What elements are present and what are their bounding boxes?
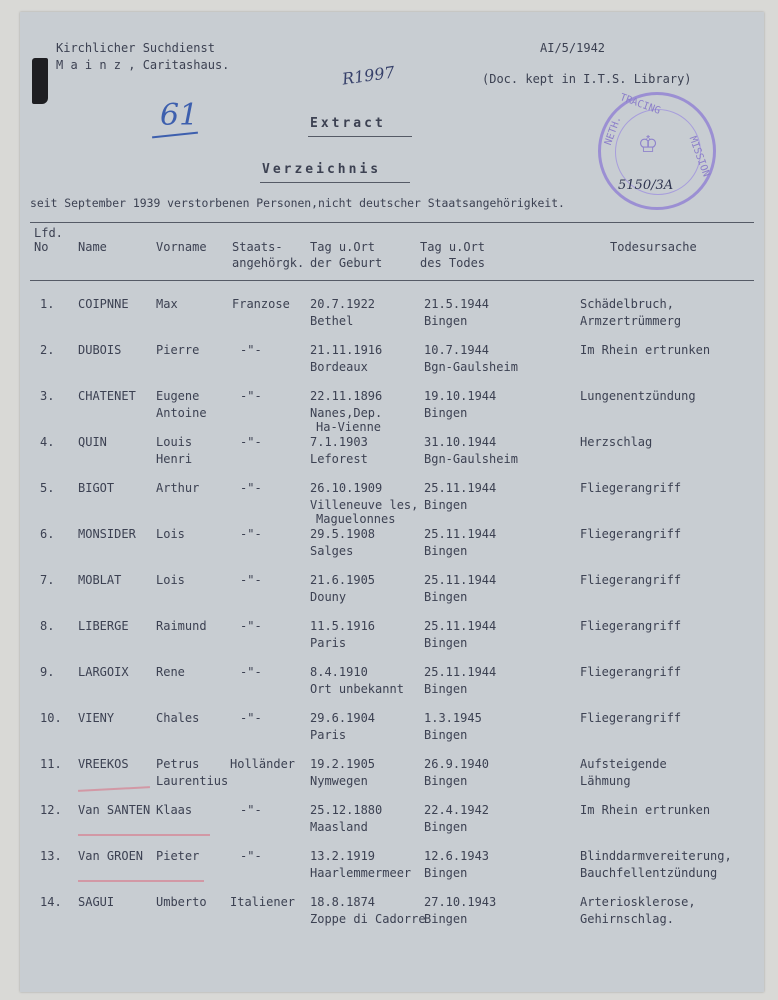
row-tod-ort: Bingen [424,314,468,328]
row-geburt-datum: 25.12.1880 [310,803,383,817]
row-vorname: Petrus [156,757,200,771]
crest-icon: ♔ [639,125,658,160]
row-tod-datum: 25.11.1944 [424,619,497,633]
org-line-2: M a i n z , Caritashaus. [56,58,230,72]
row-tod-datum: 1.3.1945 [424,711,482,725]
row-todesursache-2: Armzertrümmerg [580,314,682,328]
row-todesursache: Fliegerangriff [580,711,682,725]
row-tod-datum: 25.11.1944 [424,573,497,587]
row-staatsangehoerigkeit: -"- [240,665,262,679]
stamp-right-text: MISSION [686,135,712,179]
row-tod-ort: Bingen [424,636,468,650]
col-no-line2: No [34,240,49,254]
row-tod-ort: Bingen [424,728,468,742]
row-todesursache: Fliegerangriff [580,665,682,679]
row-name: LIBERGE [78,619,129,633]
row-geburt-datum: 20.7.1922 [310,297,376,311]
row-geburt-ort: Ort unbekannt [310,682,404,696]
row-tod-ort: Bingen [424,682,468,696]
row-vorname: Rene [156,665,185,679]
row-todesursache-2: Bauchfellentzündung [580,866,718,880]
row-tod-ort: Bingen [424,820,468,834]
row-staatsangehoerigkeit: Italiener [230,895,296,909]
row-number: 14. [40,895,62,909]
row-vorname-2: Antoine [156,406,207,420]
pink-underline-12 [78,834,210,836]
row-todesursache-2: Lähmung [580,774,631,788]
row-geburt-datum: 18.8.1874 [310,895,376,909]
table-row [20,480,764,526]
row-name: CHATENET [78,389,136,403]
table-row [20,664,764,710]
row-name: VIENY [78,711,115,725]
row-name: DUBOIS [78,343,122,357]
row-geburt-datum: 26.10.1909 [310,481,383,495]
row-geburt-ort: Paris [310,636,347,650]
document-title: Verzeichnis [262,162,382,177]
title-underline [260,182,410,183]
row-staatsangehoerigkeit: -"- [240,573,262,587]
row-number: 7. [40,573,55,587]
table-row [20,802,764,848]
row-staatsangehoerigkeit: -"- [240,803,262,817]
table-row [20,848,764,894]
row-tod-datum: 25.11.1944 [424,527,497,541]
row-number: 8. [40,619,55,633]
row-tod-datum: 25.11.1944 [424,481,497,495]
row-todesursache: Arteriosklerose, [580,895,696,909]
row-todesursache: Aufsteigende [580,757,667,771]
doc-kept-note: (Doc. kept in I.T.S. Library) [482,72,692,86]
row-todesursache: Fliegerangriff [580,573,682,587]
row-tod-ort: Bingen [424,590,468,604]
table-row [20,342,764,388]
row-vorname: Lois [156,527,185,541]
table-row [20,388,764,434]
row-geburt-ort-2: Maguelonnes [316,512,396,526]
row-vorname: Pierre [156,343,200,357]
row-tod-datum: 26.9.1940 [424,757,490,771]
document-subtitle: seit September 1939 verstorbenen Personen,nicht deutscher Staatsangehörigkeit. [30,196,565,210]
row-number: 1. [40,297,55,311]
row-tod-ort: Bingen [424,774,468,788]
row-geburt-datum: 7.1.1903 [310,435,368,449]
row-staatsangehoerigkeit: -"- [240,619,262,633]
row-geburt-datum: 29.5.1908 [310,527,376,541]
table-row [20,526,764,572]
row-vorname: Pieter [156,849,200,863]
row-name: VREEKOS [78,757,129,771]
header-rule-bottom [30,280,754,281]
row-geburt-ort: Douny [310,590,347,604]
row-geburt-ort: Leforest [310,452,368,466]
col-ursache: Todesursache [610,240,697,254]
row-geburt-ort: Zoppe di Cadorre [310,912,426,926]
stamp-left-text: NETH. [603,114,624,147]
row-number: 3. [40,389,55,403]
row-name: SAGUI [78,895,115,909]
extract-underline [308,136,412,137]
row-name: MOBLAT [78,573,122,587]
handwritten-page-number: 61 [160,98,199,133]
col-staats-line1: Staats- [232,240,283,254]
handwritten-ref: R1997 [340,62,396,89]
row-staatsangehoerigkeit: -"- [240,481,262,495]
row-tod-ort: Bingen [424,544,468,558]
row-vorname: Chales [156,711,200,725]
reference-number: AI/5/1942 [540,41,606,55]
row-geburt-ort: Bethel [310,314,354,328]
row-geburt-ort: Haarlemmermeer [310,866,412,880]
row-tod-datum: 27.10.1943 [424,895,497,909]
row-name: QUIN [78,435,107,449]
row-geburt-ort: Bordeaux [310,360,368,374]
row-name: LARGOIX [78,665,129,679]
row-vorname: Raimund [156,619,207,633]
table-row [20,618,764,664]
stamp-top-text: TRACING [618,92,662,117]
row-tod-ort: Bgn-Gaulsheim [424,360,518,374]
row-todesursache: Schädelbruch, [580,297,674,311]
row-number: 2. [40,343,55,357]
row-number: 9. [40,665,55,679]
col-tod-line1: Tag u.Ort [420,240,486,254]
row-todesursache: Im Rhein ertrunken [580,803,711,817]
row-tod-datum: 21.5.1944 [424,297,490,311]
row-geburt-datum: 21.11.1916 [310,343,383,357]
row-name: COIPNNE [78,297,129,311]
col-geburt-line1: Tag u.Ort [310,240,376,254]
row-name: Van SANTEN [78,803,151,817]
row-geburt-datum: 19.2.1905 [310,757,376,771]
row-geburt-ort: Nymwegen [310,774,368,788]
table-row [20,894,764,940]
row-number: 5. [40,481,55,495]
row-tod-ort: Bingen [424,866,468,880]
row-geburt-datum: 29.6.1904 [310,711,376,725]
row-number: 4. [40,435,55,449]
row-vorname-2: Henri [156,452,193,466]
row-name: Van GROEN [78,849,144,863]
row-vorname: Lois [156,573,185,587]
row-number: 13. [40,849,62,863]
pink-underline-13 [78,880,204,882]
row-tod-datum: 31.10.1944 [424,435,497,449]
table-row [20,296,764,342]
row-staatsangehoerigkeit: -"- [240,343,262,357]
row-vorname: Louis [156,435,193,449]
ink-blot [32,58,48,104]
row-staatsangehoerigkeit: -"- [240,711,262,725]
col-staats-line2: angehörgk. [232,256,305,270]
row-todesursache: Fliegerangriff [580,527,682,541]
row-vorname: Eugene [156,389,200,403]
col-vorname: Vorname [156,240,207,254]
row-geburt-ort: Villeneuve les, [310,498,419,512]
row-staatsangehoerigkeit: -"- [240,435,262,449]
row-tod-datum: 25.11.1944 [424,665,497,679]
table-row [20,756,764,802]
row-staatsangehoerigkeit: -"- [240,389,262,403]
row-geburt-ort: Salges [310,544,354,558]
col-name: Name [78,240,107,254]
row-todesursache: Blinddarmvereiterung, [580,849,732,863]
row-number: 11. [40,757,62,771]
stamp-number: 5150/3A [618,178,674,193]
row-tod-datum: 19.10.1944 [424,389,497,403]
org-line-1: Kirchlicher Suchdienst [56,41,215,55]
row-geburt-datum: 13.2.1919 [310,849,376,863]
row-vorname-2: Laurentius [156,774,229,788]
row-geburt-ort-2: Ha-Vienne [316,420,382,434]
row-todesursache: Im Rhein ertrunken [580,343,711,357]
row-vorname: Umberto [156,895,207,909]
row-todesursache-2: Gehirnschlag. [580,912,674,926]
table-row [20,434,764,480]
row-tod-datum: 22.4.1942 [424,803,490,817]
document-page [20,12,764,992]
row-tod-ort: Bgn-Gaulsheim [424,452,518,466]
header-rule-top [30,222,754,223]
row-staatsangehoerigkeit: -"- [240,849,262,863]
table-row [20,710,764,756]
row-geburt-ort: Maasland [310,820,368,834]
table-row [20,572,764,618]
row-vorname: Arthur [156,481,200,495]
row-number: 12. [40,803,62,817]
row-todesursache: Fliegerangriff [580,619,682,633]
row-vorname: Max [156,297,178,311]
row-number: 10. [40,711,62,725]
row-todesursache: Herzschlag [580,435,653,449]
row-geburt-datum: 21.6.1905 [310,573,376,587]
row-geburt-datum: 22.11.1896 [310,389,383,403]
row-tod-ort: Bingen [424,498,468,512]
row-tod-datum: 12.6.1943 [424,849,490,863]
row-tod-datum: 10.7.1944 [424,343,490,357]
row-todesursache: Fliegerangriff [580,481,682,495]
row-tod-ort: Bingen [424,912,468,926]
row-geburt-datum: 11.5.1916 [310,619,376,633]
col-tod-line2: des Todes [420,256,486,270]
row-staatsangehoerigkeit: Holländer [230,757,296,771]
row-geburt-ort: Nanes,Dep. [310,406,383,420]
row-staatsangehoerigkeit: -"- [240,527,262,541]
col-no-line1: Lfd. [34,226,63,240]
extract-label: Extract [310,116,386,131]
row-tod-ort: Bingen [424,406,468,420]
row-staatsangehoerigkeit: Franzose [232,297,290,311]
row-name: MONSIDER [78,527,136,541]
row-geburt-ort: Paris [310,728,347,742]
row-name: BIGOT [78,481,115,495]
col-geburt-line2: der Geburt [310,256,383,270]
row-number: 6. [40,527,55,541]
row-vorname: Klaas [156,803,193,817]
row-geburt-datum: 8.4.1910 [310,665,368,679]
row-todesursache: Lungenentzündung [580,389,696,403]
